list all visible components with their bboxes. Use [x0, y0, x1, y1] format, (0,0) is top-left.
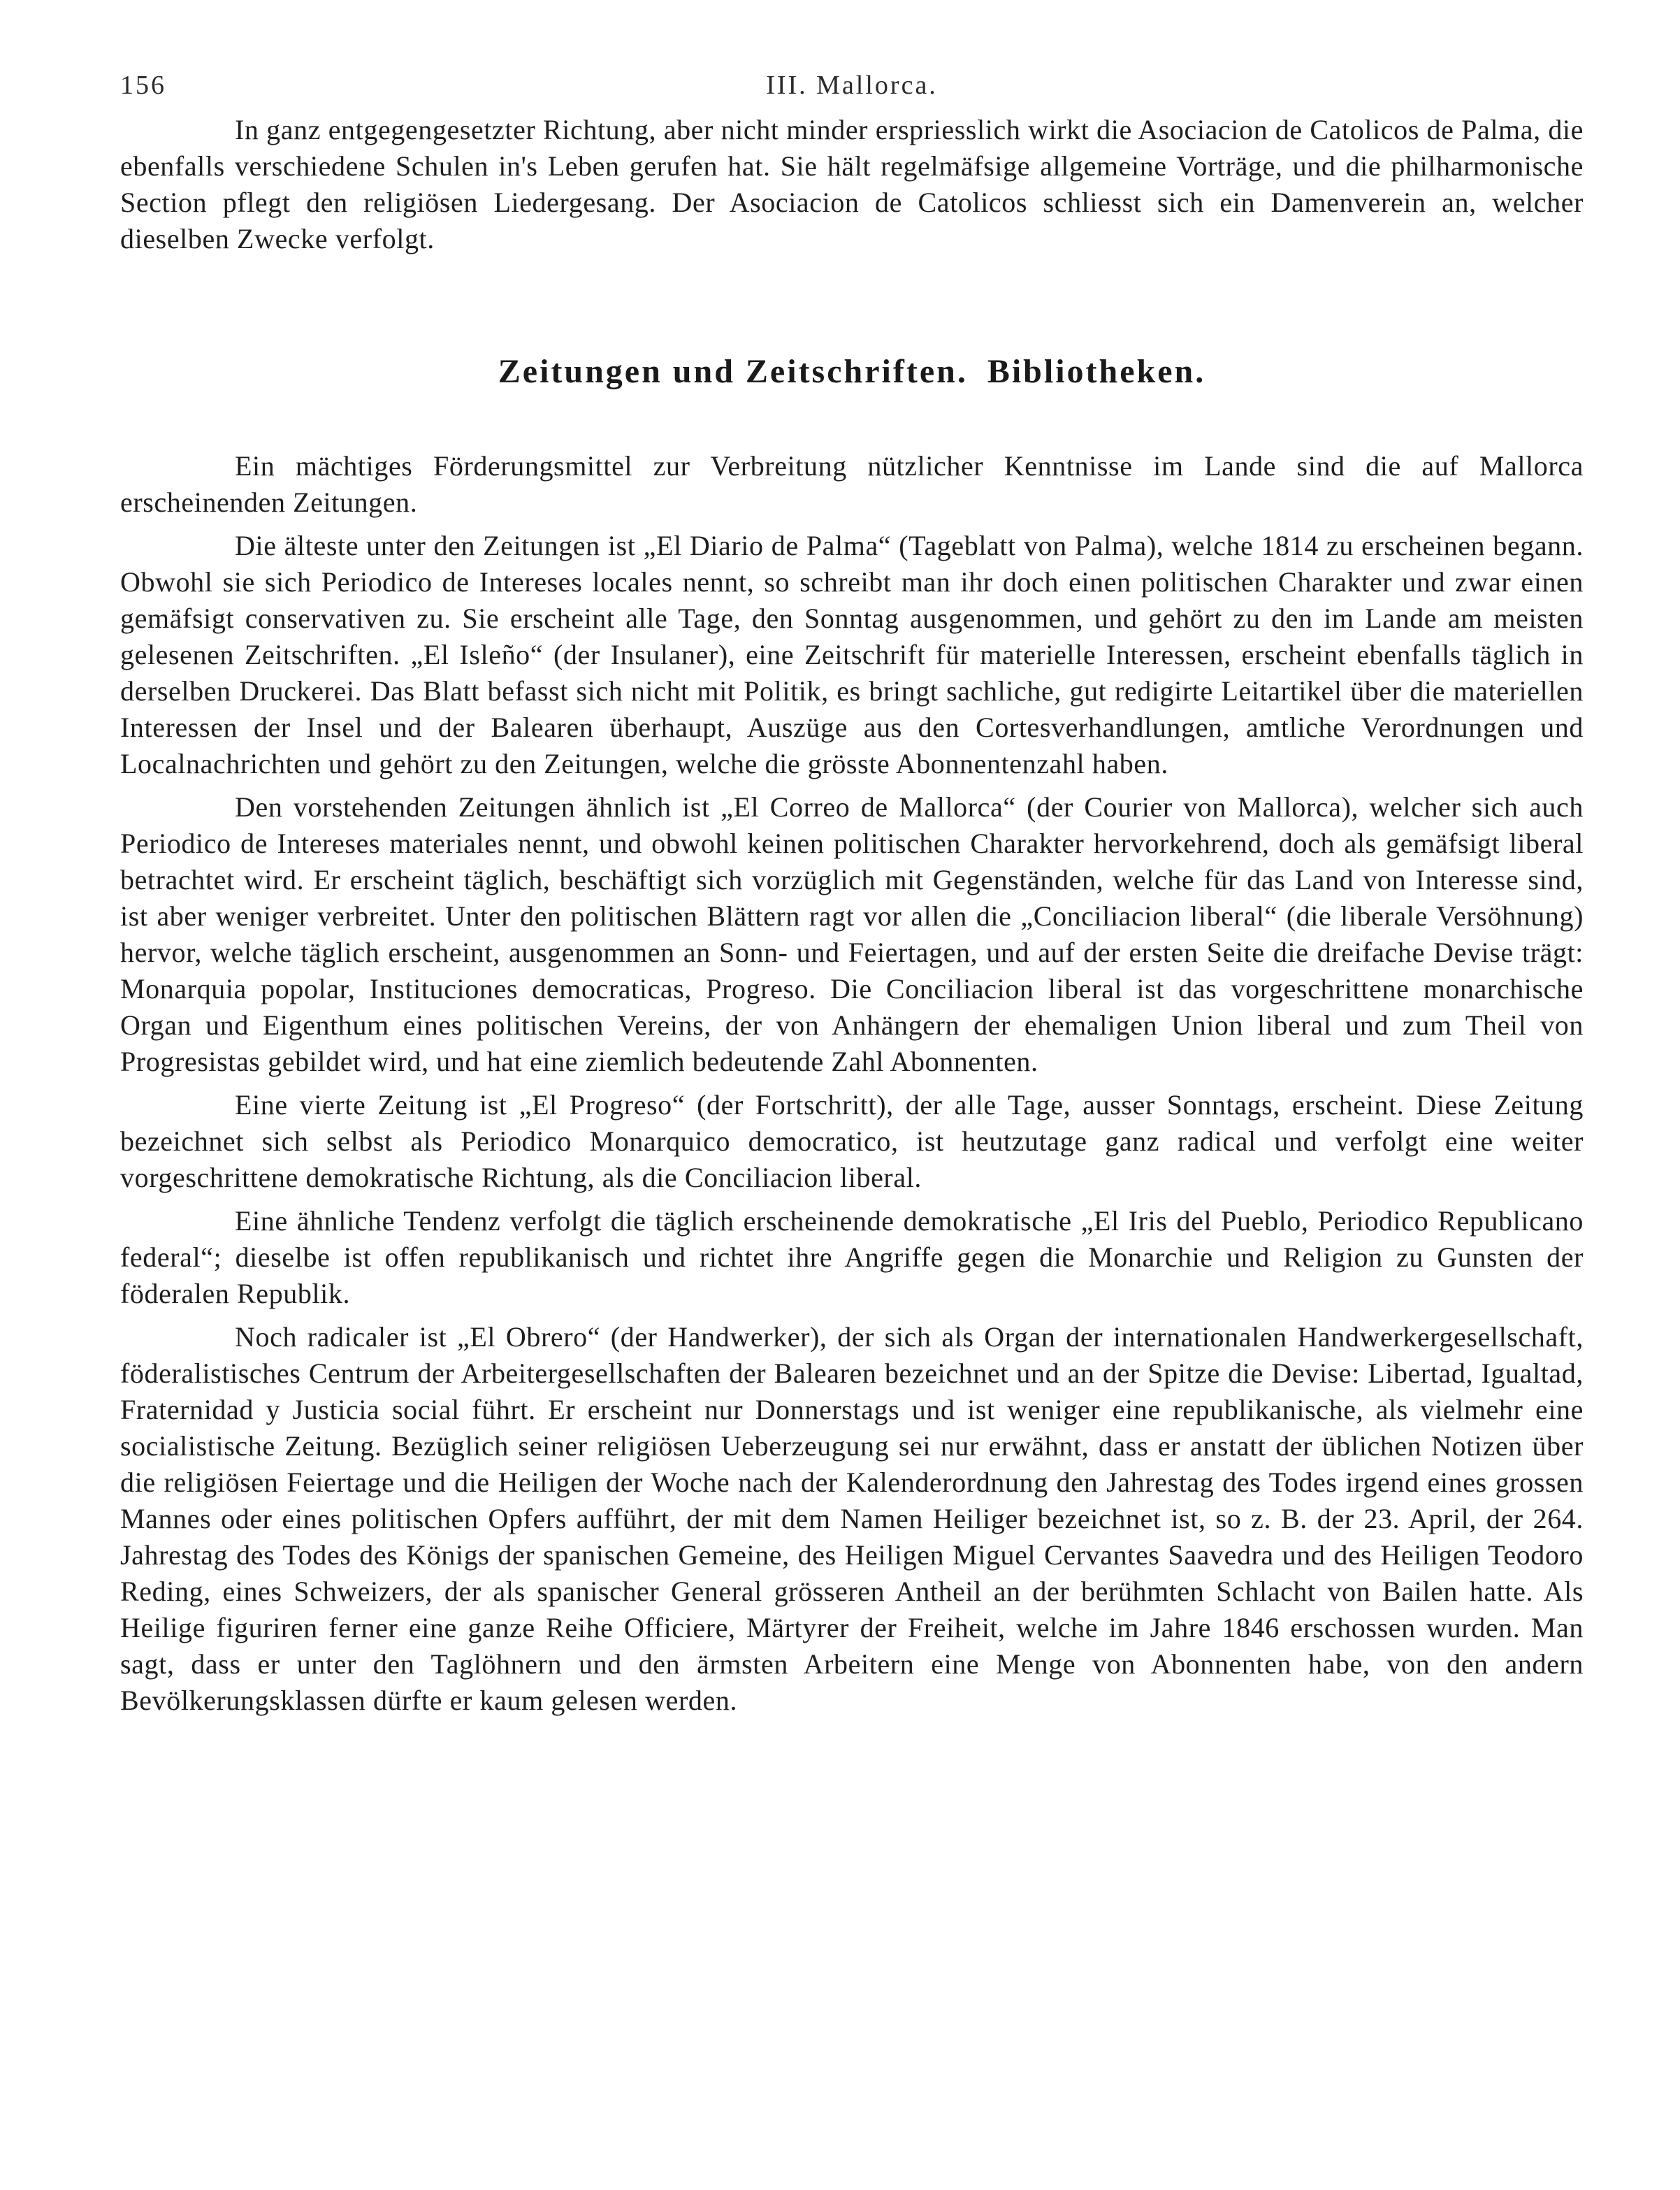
- body-paragraph: Die älteste unter den Zeitungen ist „El Diario de Palma“ (Tageblatt von Palma), welche 1814 zu erscheinen begann. Obwohl sie sich Periodico de Intereses locales nennt, so schreibt man ihr doch einen politischen Charakter und zwar einen gemäfsigt conservativen zu. Sie erscheint alle Tage, den Sonntag ausgenommen, und gehört zu den im Lande am meisten gelesenen Zeitschriften. „El Isleño“ (der Insulaner), eine Zeitschrift für materielle Interessen, erscheint ebenfalls täglich in derselben Druckerei. Das Blatt befasst sich nicht mit Politik, es bringt sachliche, gut redigirte Leitartikel über die materiellen Interessen der Insel und der Balearen überhaupt, Auszüge aus den Cortesverhandlungen, amtliche Verordnungen und Localnachrichten und gehört zu den Zeitungen, welche die grösste Abonnentenzahl haben.: [120, 530, 1584, 779]
- section-heading-libraries: Bibliotheken.: [987, 353, 1206, 390]
- page-number: 156: [120, 71, 166, 100]
- book-page: [120, 70, 1584, 1719]
- body-paragraph: Den vorstehenden Zeitungen ähnlich ist „El Correo de Mallorca“ (der Courier von Mallorca), welcher sich auch Periodico de Intereses materiales nennt, und obwohl keinen politischen Charakter hervorkehrend, doch als gemäfsigt liberal betrachtet wird. Er erscheint täglich, beschäftigt sich vorzüglich mit Gegenständen, welche für das Land von Interesse sind, ist aber weniger verbreitet. Unter den politischen Blättern ragt vor allen die „Conciliacion liberal“ (die liberale Versöhnung) hervor, welche täglich erscheint, ausgenommen an Sonn- und Feiertagen, und auf der ersten Seite die dreifache Devise trägt: Monarquia popolar, Instituciones democraticas, Progreso. Die Conciliacion liberal ist das vorgeschrittene monarchische Organ und Eigenthum eines politischen Vereins, der von Anhängern der ehemaligen Union liberal und zum Theil von Progresistas gebildet wird, und hat eine ziemlich bedeutende Zahl Abonnenten.: [120, 791, 1584, 1077]
- running-head: [120, 70, 1584, 112]
- section-heading: [120, 352, 1584, 391]
- section-heading-newspapers: Zeitungen und Zeitschriften.: [498, 353, 968, 390]
- running-title: III. Mallorca.: [766, 71, 938, 100]
- body-paragraph: Noch radicaler ist „El Obrero“ (der Handwerker), der sich als Organ der internationalen Handwerkergesellschaft, föderalistisches Centrum der Arbeitergesellschaften der Balearen bezeichnet und an der Spitze die Devise: Libertad, Igualtad, Fraternidad y Justicia social führt. Er erscheint nur Donnerstags und ist weniger eine republikanische, als vielmehr eine socialistische Zeitung. Bezüglich seiner religiösen Ueberzeugung sei nur erwähnt, dass er anstatt der üblichen Notizen über die religiösen Feiertage und die Heiligen der Woche nach der Kalenderordnung den Jahrestag des Todes irgend eines grossen Mannes oder eines politischen Opfers aufführt, der mit dem Namen Heiliger bezeichnet ist, so z. B. der 23. April, der 264. Jahrestag des Todes des Königs der spanischen Gemeine, des Heiligen Miguel Cervantes Saavedra und des Heiligen Teodoro Reding, eines Schweizers, der als spanischer General grösseren Antheil an der berühmten Schlacht von Bailen hatte. Als Heilige figuriren ferner eine ganze Reihe Officiere, Märtyrer der Freiheit, welche im Jahre 1846 erschossen wurden. Man sagt, dass er unter den Taglöhnern und den ärmsten Arbeitern eine Menge von Abonnenten habe, von den andern Bevölkerungsklassen dürfte er kaum gelesen werden.: [120, 1321, 1584, 1716]
- body-paragraph: Eine ähnliche Tendenz verfolgt die täglich erscheinende demokratische „El Iris del Pueblo, Periodico Republicano federal“; dieselbe ist offen republikanisch und richtet ihre Angriffe gegen die Monarchie und Religion zu Gunsten der föderalen Republik.: [120, 1205, 1584, 1309]
- body-paragraph: Ein mächtiges Förderungsmittel zur Verbreitung nützlicher Kenntnisse im Lande sind die auf Mallorca erscheinenden Zeitungen.: [120, 450, 1584, 518]
- body-paragraph: Eine vierte Zeitung ist „El Progreso“ (der Fortschritt), der alle Tage, ausser Sonntags, erscheint. Diese Zeitung bezeichnet sich selbst als Periodico Monarquico democratico, ist heutzutage ganz radical und verfolgt eine weiter vorgeschrittene demokratische Richtung, als die Conciliacion liberal.: [120, 1089, 1584, 1193]
- intro-paragraph: In ganz entgegengesetzter Richtung, aber nicht minder erspriesslich wirkt die Asociacion de Catolicos de Palma, die ebenfalls verschiedene Schulen in's Leben gerufen hat. Sie hält regelmäfsige allgemeine Vorträge, und die philharmonische Section pflegt den religiösen Liedergesang. Der Asociacion de Catolicos schliesst sich ein Damenverein an, welcher dieselben Zwecke verfolgt.: [120, 114, 1584, 254]
